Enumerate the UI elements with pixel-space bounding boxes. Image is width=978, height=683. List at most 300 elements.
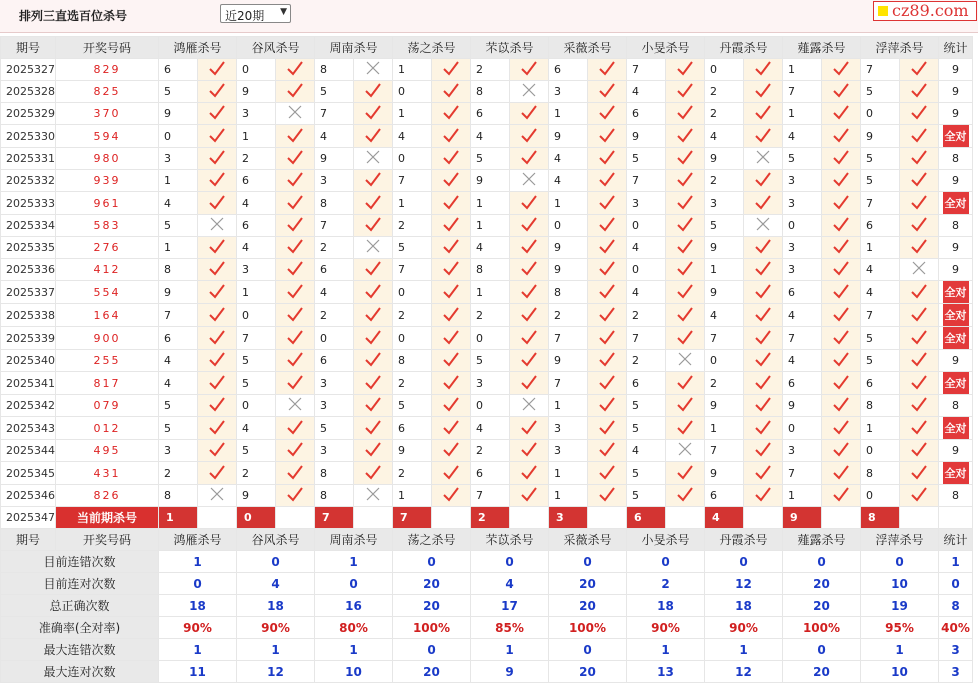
check-icon bbox=[832, 351, 850, 367]
header-expert: 丹霞杀号 bbox=[705, 529, 783, 551]
check-icon bbox=[442, 283, 460, 299]
check-icon bbox=[286, 82, 304, 98]
result-cell bbox=[276, 417, 315, 440]
result-cell bbox=[432, 327, 471, 350]
table-row bbox=[1, 81, 973, 103]
kill-number-cell: 2 bbox=[393, 372, 432, 395]
result-cell bbox=[588, 170, 627, 192]
check-icon bbox=[364, 351, 382, 367]
draw-number-cell: 012 bbox=[56, 417, 159, 440]
check-icon bbox=[832, 283, 850, 299]
kill-number-cell: 5 bbox=[159, 417, 198, 440]
kill-number-cell: 2 bbox=[393, 304, 432, 327]
kill-number-cell: 5 bbox=[159, 215, 198, 237]
summary-value: 1 bbox=[705, 639, 783, 661]
kill-number-cell: 5 bbox=[861, 81, 900, 103]
check-icon bbox=[286, 171, 304, 187]
result-cell bbox=[432, 59, 471, 81]
summary-value: 0 bbox=[393, 639, 471, 661]
check-icon bbox=[832, 216, 850, 232]
result-cell bbox=[354, 327, 393, 350]
check-icon bbox=[754, 104, 772, 120]
result-cell bbox=[900, 103, 939, 125]
summary-row bbox=[1, 617, 973, 639]
result-cell bbox=[198, 237, 237, 259]
summary-value: 100% bbox=[783, 617, 861, 639]
check-icon bbox=[598, 396, 616, 412]
result-cell bbox=[822, 395, 861, 417]
check-icon bbox=[754, 486, 772, 502]
kill-number-cell: 3 bbox=[549, 440, 588, 462]
check-icon bbox=[832, 464, 850, 480]
result-cell bbox=[198, 395, 237, 417]
all-correct-badge: 全对 bbox=[943, 372, 969, 394]
result-cell bbox=[900, 215, 939, 237]
kill-number-cell: 1 bbox=[861, 417, 900, 440]
check-icon bbox=[442, 216, 460, 232]
result-cell bbox=[666, 395, 705, 417]
kill-number-cell: 2 bbox=[315, 304, 354, 327]
summary-stat: 3 bbox=[939, 639, 973, 661]
summary-value: 1 bbox=[861, 639, 939, 661]
header-expert: 谷风杀号 bbox=[237, 37, 315, 59]
kill-number-cell: 5 bbox=[627, 395, 666, 417]
check-icon bbox=[832, 82, 850, 98]
result-cell bbox=[432, 148, 471, 170]
check-icon bbox=[442, 374, 460, 390]
kill-number-cell: 4 bbox=[237, 417, 276, 440]
check-icon bbox=[520, 374, 538, 390]
summary-value: 0 bbox=[315, 573, 393, 595]
result-cell bbox=[588, 350, 627, 372]
summary-value: 19 bbox=[861, 595, 939, 617]
summary-value: 12 bbox=[237, 661, 315, 683]
header-stat: 统计 bbox=[939, 37, 973, 59]
result-cell bbox=[900, 372, 939, 395]
check-icon bbox=[676, 374, 694, 390]
kill-number-cell: 5 bbox=[237, 350, 276, 372]
result-cell bbox=[354, 304, 393, 327]
result-cell bbox=[900, 327, 939, 350]
kill-number-cell: 5 bbox=[627, 462, 666, 485]
check-icon bbox=[676, 419, 694, 435]
kill-number-cell: 1 bbox=[549, 395, 588, 417]
result-cell bbox=[588, 237, 627, 259]
period-cell: 2025346 bbox=[1, 485, 56, 507]
check-icon bbox=[754, 238, 772, 254]
check-icon bbox=[364, 127, 382, 143]
result-cell bbox=[588, 281, 627, 304]
check-icon bbox=[442, 306, 460, 322]
result-cell bbox=[276, 395, 315, 417]
check-icon bbox=[286, 486, 304, 502]
result-cell bbox=[900, 417, 939, 440]
kill-number-cell: 3 bbox=[705, 192, 744, 215]
check-icon bbox=[832, 171, 850, 187]
check-icon bbox=[364, 171, 382, 187]
summary-label: 最大连对次数 bbox=[1, 661, 159, 683]
check-icon bbox=[520, 149, 538, 165]
kill-number-cell: 7 bbox=[861, 59, 900, 81]
summary-row bbox=[1, 639, 973, 661]
kill-number-cell: 4 bbox=[627, 440, 666, 462]
table-row bbox=[1, 215, 973, 237]
chevron-down-icon: ▼ bbox=[280, 7, 287, 17]
check-icon bbox=[286, 238, 304, 254]
kill-number-cell: 1 bbox=[393, 59, 432, 81]
kill-number-cell: 0 bbox=[237, 59, 276, 81]
header-expert: 采薇杀号 bbox=[549, 529, 627, 551]
cross-icon bbox=[208, 216, 226, 232]
check-icon bbox=[442, 127, 460, 143]
draw-number-cell: 370 bbox=[56, 103, 159, 125]
result-cell bbox=[744, 304, 783, 327]
check-icon bbox=[910, 194, 928, 210]
kill-number-cell: 2 bbox=[393, 215, 432, 237]
check-icon bbox=[364, 283, 382, 299]
check-icon bbox=[676, 283, 694, 299]
check-icon bbox=[286, 216, 304, 232]
cross-icon bbox=[754, 216, 772, 232]
result-cell bbox=[276, 485, 315, 507]
summary-value: 0 bbox=[705, 551, 783, 573]
kill-number-cell: 3 bbox=[783, 237, 822, 259]
result-cell bbox=[900, 148, 939, 170]
stat-value: 9 bbox=[952, 174, 959, 187]
summary-value: 80% bbox=[315, 617, 393, 639]
summary-value: 1 bbox=[237, 639, 315, 661]
kill-number-cell: 6 bbox=[627, 372, 666, 395]
check-icon bbox=[520, 441, 538, 457]
current-kill-blank bbox=[198, 507, 237, 529]
result-cell bbox=[510, 281, 549, 304]
summary-value: 0 bbox=[549, 639, 627, 661]
check-icon bbox=[520, 351, 538, 367]
header-expert: 丹霞杀号 bbox=[705, 37, 783, 59]
kill-number-cell: 1 bbox=[237, 281, 276, 304]
kill-number-cell: 1 bbox=[705, 417, 744, 440]
result-cell bbox=[900, 281, 939, 304]
result-cell bbox=[588, 417, 627, 440]
result-cell bbox=[744, 148, 783, 170]
result-cell bbox=[588, 462, 627, 485]
summary-value: 13 bbox=[627, 661, 705, 683]
kill-number-cell: 3 bbox=[315, 440, 354, 462]
check-icon bbox=[832, 441, 850, 457]
result-cell bbox=[666, 215, 705, 237]
current-kill-blank bbox=[276, 507, 315, 529]
kill-number-cell: 4 bbox=[471, 237, 510, 259]
check-icon bbox=[676, 171, 694, 187]
check-icon bbox=[598, 104, 616, 120]
site-logo[interactable] bbox=[873, 1, 977, 21]
kill-number-cell: 2 bbox=[315, 237, 354, 259]
kill-number-cell: 6 bbox=[393, 417, 432, 440]
kill-number-cell: 3 bbox=[315, 395, 354, 417]
kill-number-cell: 1 bbox=[393, 485, 432, 507]
check-icon bbox=[442, 104, 460, 120]
result-cell bbox=[588, 304, 627, 327]
check-icon bbox=[754, 127, 772, 143]
result-cell bbox=[666, 192, 705, 215]
cross-icon bbox=[208, 486, 226, 502]
kill-number-cell: 7 bbox=[627, 59, 666, 81]
result-cell bbox=[822, 148, 861, 170]
kill-number-cell: 0 bbox=[159, 125, 198, 148]
result-cell bbox=[276, 304, 315, 327]
kill-number-cell: 4 bbox=[315, 281, 354, 304]
kill-number-cell: 4 bbox=[783, 350, 822, 372]
current-stat-blank bbox=[939, 507, 973, 529]
result-cell bbox=[198, 350, 237, 372]
check-icon bbox=[676, 329, 694, 345]
result-cell bbox=[432, 372, 471, 395]
header-period: 期号 bbox=[1, 37, 56, 59]
kill-number-cell: 4 bbox=[315, 125, 354, 148]
check-icon bbox=[598, 216, 616, 232]
draw-number-cell: 255 bbox=[56, 350, 159, 372]
kill-number-cell: 1 bbox=[549, 462, 588, 485]
kill-number-cell: 8 bbox=[159, 259, 198, 281]
check-icon bbox=[832, 419, 850, 435]
kill-number-cell: 4 bbox=[549, 148, 588, 170]
kill-number-cell: 4 bbox=[237, 237, 276, 259]
result-cell bbox=[354, 350, 393, 372]
summary-value: 18 bbox=[237, 595, 315, 617]
check-icon bbox=[598, 283, 616, 299]
result-cell bbox=[588, 125, 627, 148]
kill-number-cell: 8 bbox=[549, 281, 588, 304]
all-correct-badge: 全对 bbox=[943, 304, 969, 326]
kill-number-cell: 7 bbox=[237, 327, 276, 350]
kill-number-cell: 6 bbox=[471, 103, 510, 125]
check-icon bbox=[520, 486, 538, 502]
result-cell bbox=[588, 395, 627, 417]
stat-value: 9 bbox=[952, 241, 959, 254]
kill-number-cell: 7 bbox=[393, 170, 432, 192]
result-cell bbox=[744, 215, 783, 237]
result-cell bbox=[666, 440, 705, 462]
kill-number-cell: 1 bbox=[549, 103, 588, 125]
summary-value: 10 bbox=[861, 661, 939, 683]
header-expert: 谷风杀号 bbox=[237, 529, 315, 551]
stat-value: 9 bbox=[952, 354, 959, 367]
check-icon bbox=[598, 260, 616, 276]
result-cell bbox=[900, 440, 939, 462]
check-icon bbox=[520, 464, 538, 480]
kill-number-cell: 9 bbox=[159, 281, 198, 304]
kill-number-cell: 7 bbox=[783, 327, 822, 350]
result-cell bbox=[198, 417, 237, 440]
check-icon bbox=[520, 283, 538, 299]
check-icon bbox=[208, 419, 226, 435]
all-correct-badge: 全对 bbox=[943, 192, 969, 214]
check-icon bbox=[598, 149, 616, 165]
summary-value: 1 bbox=[315, 639, 393, 661]
kill-number-cell: 2 bbox=[237, 462, 276, 485]
current-kill-number: 9 bbox=[783, 507, 822, 529]
check-icon bbox=[598, 194, 616, 210]
kill-number-cell: 1 bbox=[705, 259, 744, 281]
header-expert: 周南杀号 bbox=[315, 37, 393, 59]
period-cell: 2025338 bbox=[1, 304, 56, 327]
summary-value: 18 bbox=[627, 595, 705, 617]
summary-value: 0 bbox=[159, 573, 237, 595]
current-kill-number: 2 bbox=[471, 507, 510, 529]
result-cell bbox=[822, 192, 861, 215]
result-cell bbox=[354, 395, 393, 417]
check-icon bbox=[754, 171, 772, 187]
kill-number-cell: 1 bbox=[159, 170, 198, 192]
current-kill-number: 4 bbox=[705, 507, 744, 529]
result-cell bbox=[744, 170, 783, 192]
table-row bbox=[1, 304, 973, 327]
period-cell: 2025340 bbox=[1, 350, 56, 372]
stat-cell bbox=[939, 125, 973, 148]
result-cell bbox=[744, 395, 783, 417]
check-icon bbox=[286, 351, 304, 367]
check-icon bbox=[676, 216, 694, 232]
stat-cell bbox=[939, 59, 973, 81]
result-cell bbox=[354, 125, 393, 148]
kill-number-cell: 7 bbox=[861, 192, 900, 215]
kill-number-cell: 3 bbox=[783, 170, 822, 192]
check-icon bbox=[832, 127, 850, 143]
result-cell bbox=[510, 237, 549, 259]
draw-number-cell: 939 bbox=[56, 170, 159, 192]
check-icon bbox=[754, 260, 772, 276]
kill-number-cell: 0 bbox=[783, 215, 822, 237]
summary-value: 20 bbox=[549, 573, 627, 595]
kill-number-cell: 4 bbox=[159, 350, 198, 372]
kill-number-cell: 8 bbox=[861, 395, 900, 417]
kill-number-cell: 9 bbox=[159, 103, 198, 125]
check-icon bbox=[598, 171, 616, 187]
kill-number-cell: 3 bbox=[783, 259, 822, 281]
check-icon bbox=[442, 464, 460, 480]
result-cell bbox=[354, 59, 393, 81]
check-icon bbox=[676, 82, 694, 98]
period-cell: 2025329 bbox=[1, 103, 56, 125]
stat-cell bbox=[939, 237, 973, 259]
kill-number-cell: 3 bbox=[315, 372, 354, 395]
check-icon bbox=[364, 82, 382, 98]
result-cell bbox=[276, 350, 315, 372]
result-cell bbox=[510, 485, 549, 507]
check-icon bbox=[364, 216, 382, 232]
all-correct-badge: 全对 bbox=[943, 327, 969, 349]
result-cell bbox=[900, 237, 939, 259]
draw-number-cell: 825 bbox=[56, 81, 159, 103]
kill-number-cell: 5 bbox=[627, 485, 666, 507]
check-icon bbox=[832, 306, 850, 322]
table-row bbox=[1, 192, 973, 215]
check-icon bbox=[598, 127, 616, 143]
result-cell bbox=[822, 259, 861, 281]
result-cell bbox=[666, 81, 705, 103]
result-cell bbox=[198, 281, 237, 304]
cross-icon bbox=[286, 396, 304, 412]
check-icon bbox=[286, 60, 304, 76]
kill-number-cell: 0 bbox=[861, 103, 900, 125]
result-cell bbox=[666, 327, 705, 350]
stat-cell bbox=[939, 215, 973, 237]
table-header-row bbox=[1, 37, 973, 59]
check-icon bbox=[208, 60, 226, 76]
kill-number-cell: 1 bbox=[861, 237, 900, 259]
summary-value: 1 bbox=[159, 551, 237, 573]
kill-number-cell: 2 bbox=[705, 81, 744, 103]
stat-cell bbox=[939, 350, 973, 372]
summary-label: 总正确次数 bbox=[1, 595, 159, 617]
kill-number-cell: 2 bbox=[471, 440, 510, 462]
result-cell bbox=[432, 304, 471, 327]
kill-number-cell: 3 bbox=[159, 440, 198, 462]
result-cell bbox=[744, 350, 783, 372]
kill-number-cell: 6 bbox=[471, 462, 510, 485]
check-icon bbox=[832, 149, 850, 165]
summary-label: 目前连错次数 bbox=[1, 551, 159, 573]
result-cell bbox=[900, 59, 939, 81]
kill-number-cell: 5 bbox=[393, 395, 432, 417]
check-icon bbox=[676, 486, 694, 502]
summary-value: 1 bbox=[315, 551, 393, 573]
kill-number-cell: 0 bbox=[471, 395, 510, 417]
kill-number-cell: 6 bbox=[705, 485, 744, 507]
table-row bbox=[1, 350, 973, 372]
kill-number-cell: 3 bbox=[627, 192, 666, 215]
current-kill-blank bbox=[510, 507, 549, 529]
result-cell bbox=[744, 237, 783, 259]
result-cell bbox=[666, 259, 705, 281]
header-expert: 荡之杀号 bbox=[393, 529, 471, 551]
kill-number-cell: 5 bbox=[471, 350, 510, 372]
result-cell bbox=[354, 259, 393, 281]
period-cell: 2025335 bbox=[1, 237, 56, 259]
check-icon bbox=[676, 194, 694, 210]
cross-icon bbox=[520, 396, 538, 412]
result-cell bbox=[510, 440, 549, 462]
period-select[interactable] bbox=[220, 4, 291, 23]
period-cell: 2025343 bbox=[1, 417, 56, 440]
all-correct-badge: 全对 bbox=[943, 125, 969, 147]
summary-value: 4 bbox=[237, 573, 315, 595]
stat-cell bbox=[939, 192, 973, 215]
header-expert: 芣苡杀号 bbox=[471, 37, 549, 59]
kill-table bbox=[0, 36, 973, 683]
cross-icon bbox=[364, 238, 382, 254]
kill-number-cell: 5 bbox=[861, 148, 900, 170]
kill-number-cell: 6 bbox=[627, 103, 666, 125]
check-icon bbox=[676, 60, 694, 76]
kill-number-cell: 4 bbox=[783, 304, 822, 327]
header-expert: 小旻杀号 bbox=[627, 529, 705, 551]
summary-value: 0 bbox=[783, 639, 861, 661]
result-cell bbox=[588, 215, 627, 237]
kill-number-cell: 7 bbox=[393, 259, 432, 281]
result-cell bbox=[510, 103, 549, 125]
result-cell bbox=[822, 485, 861, 507]
kill-number-cell: 8 bbox=[861, 462, 900, 485]
kill-number-cell: 1 bbox=[393, 192, 432, 215]
header-expert: 周南杀号 bbox=[315, 529, 393, 551]
check-icon bbox=[910, 283, 928, 299]
current-kill-blank bbox=[744, 507, 783, 529]
page-title: 排列三直选百位杀号 bbox=[19, 9, 128, 23]
check-icon bbox=[286, 441, 304, 457]
result-cell bbox=[432, 417, 471, 440]
kill-number-cell: 9 bbox=[549, 350, 588, 372]
